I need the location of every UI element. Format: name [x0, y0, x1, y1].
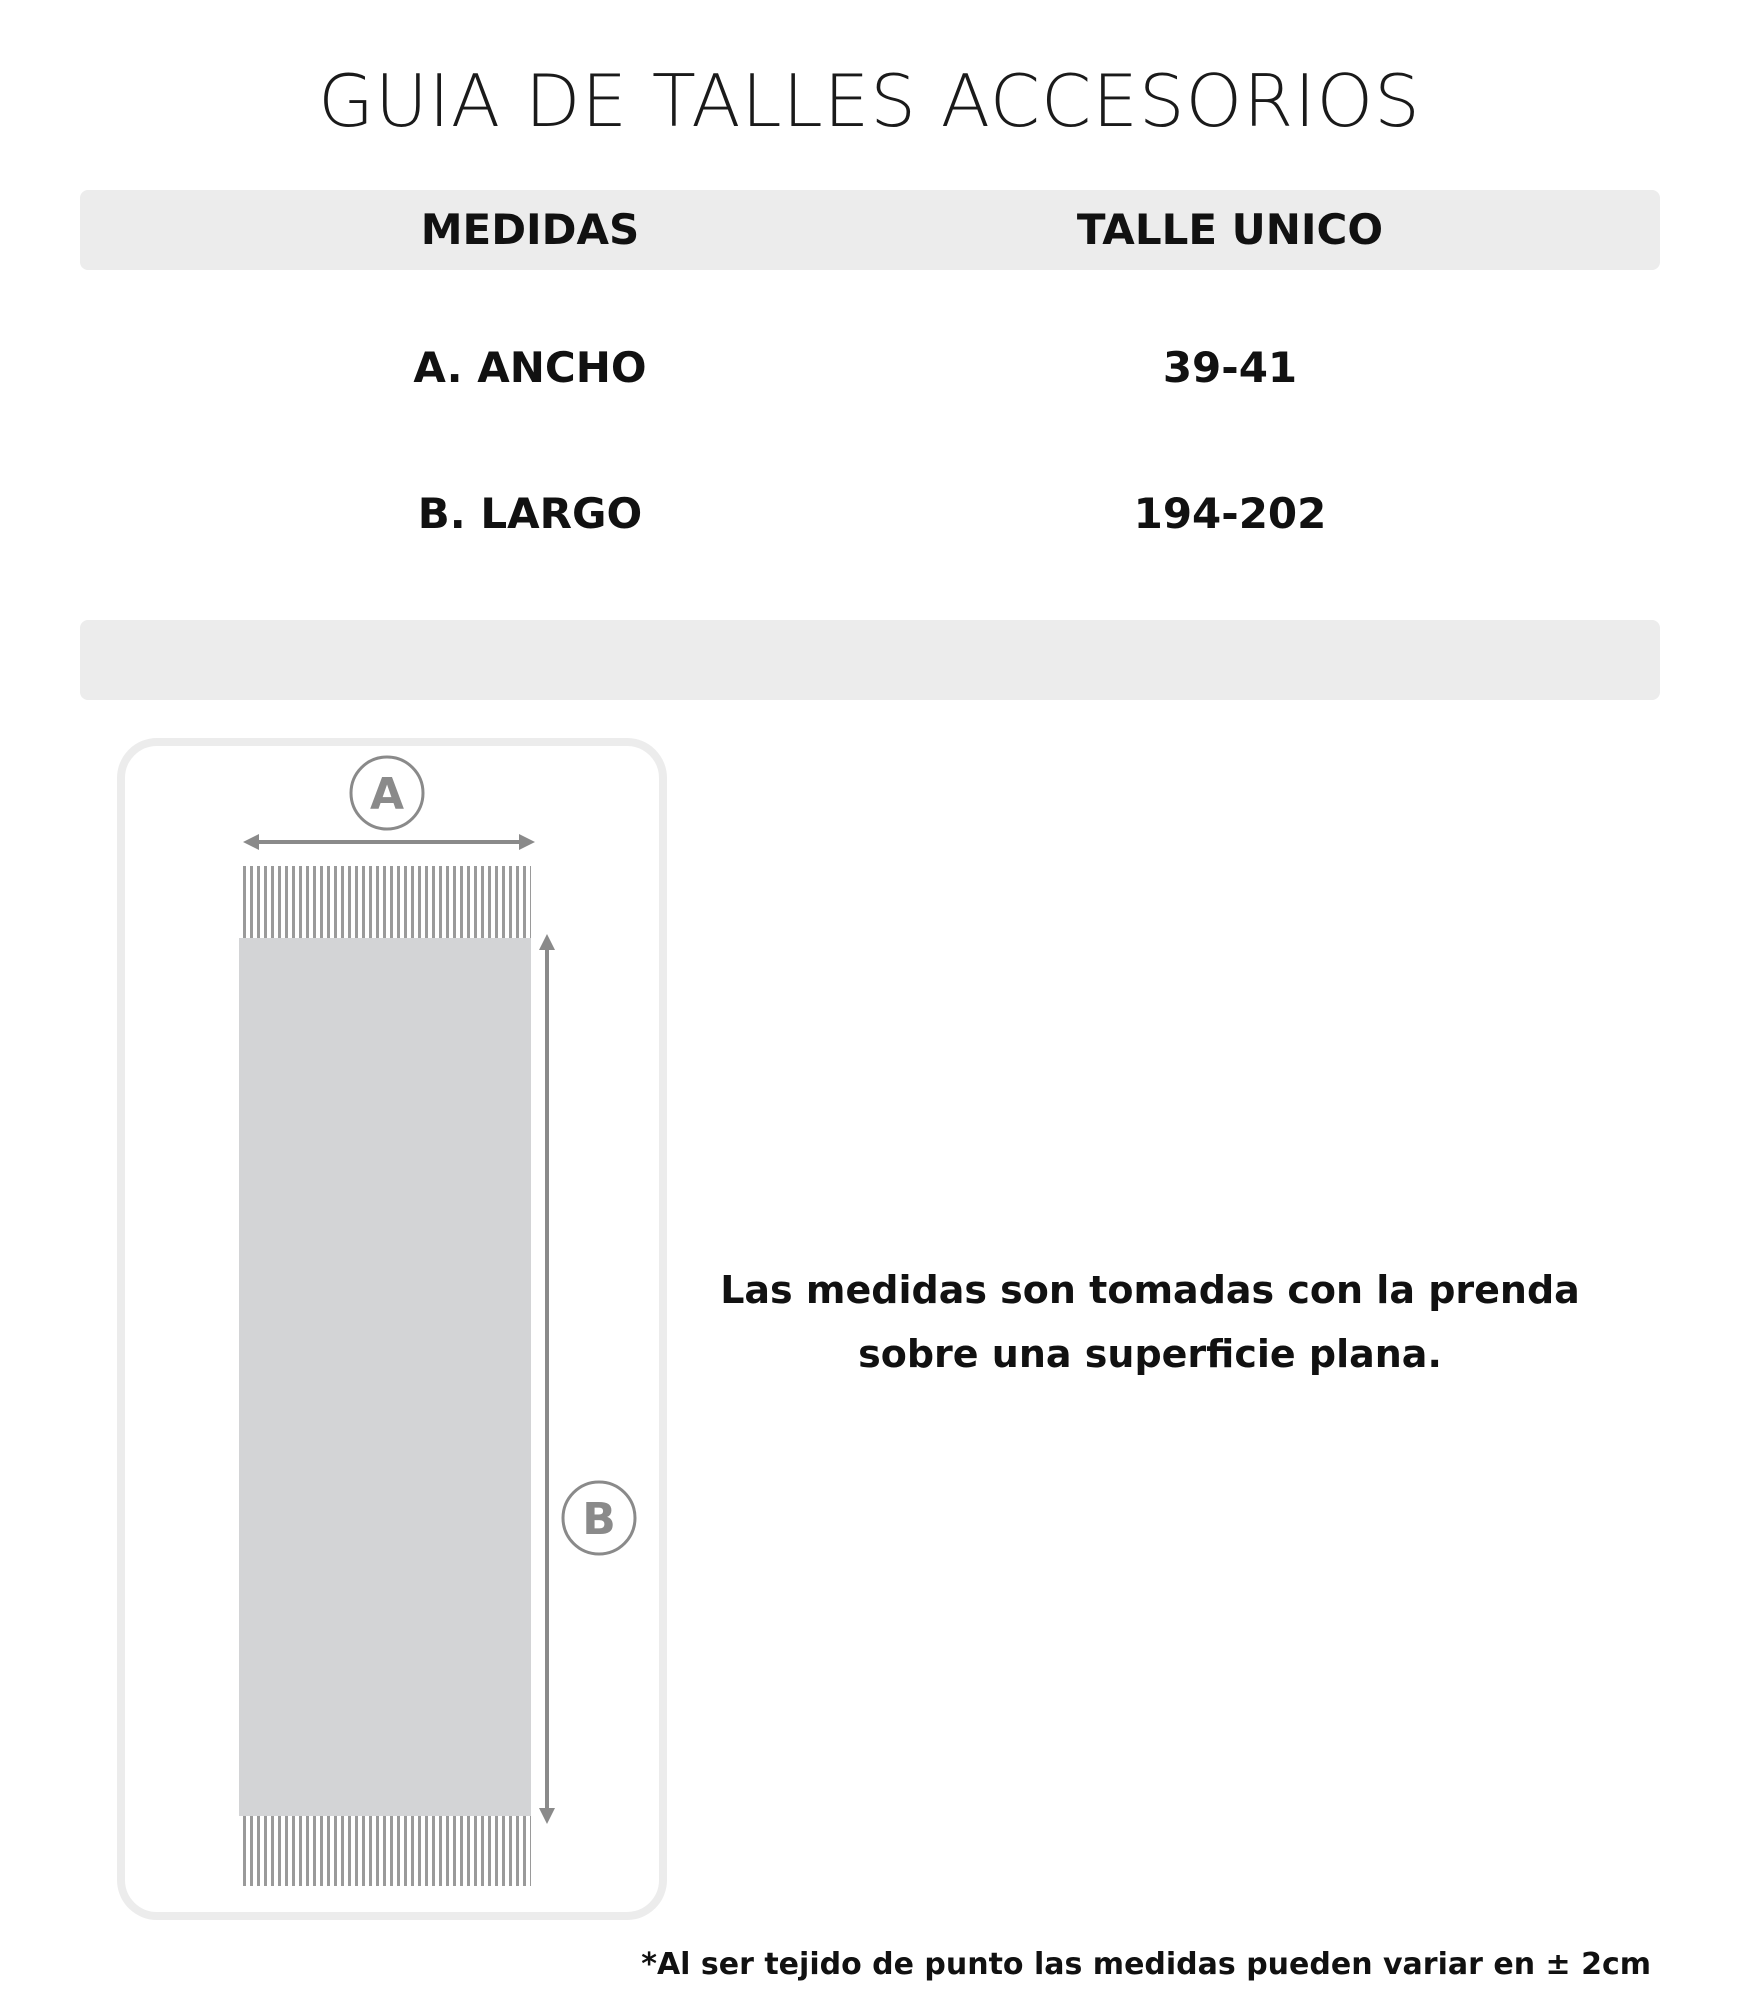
header-talle-unico: TALLE UNICO [1076, 205, 1384, 254]
width-arrow [243, 834, 535, 850]
label-a: A [369, 769, 405, 820]
label-b-badge [563, 1482, 635, 1554]
note-line-1: Las medidas son tomadas con la prenda [720, 1268, 1580, 1312]
header-medidas: MEDIDAS [420, 205, 640, 254]
row-label-largo: B. LARGO [417, 489, 643, 538]
note-line-2: sobre una superficie plana. [858, 1332, 1442, 1376]
scarf-body [239, 938, 531, 1816]
top-fringe [243, 866, 531, 938]
row-label-ancho: A. ANCHO [413, 343, 647, 392]
page-title: GUIA DE TALLES ACCESORIOS [318, 59, 1421, 143]
row-value-largo: 194-202 [1133, 489, 1327, 538]
length-arrow [539, 934, 555, 1824]
label-b: B [582, 1494, 616, 1545]
table-footer-bar [80, 620, 1660, 700]
scarf-diagram [117, 738, 667, 1920]
measurement-note [700, 1258, 1600, 1386]
label-a-badge [351, 757, 423, 829]
disclaimer-text: *Al ser tejido de punto las medidas pueden variar en ± 2cm [641, 1947, 1651, 1982]
bottom-fringe [243, 1816, 531, 1886]
row-value-ancho: 39-41 [1162, 343, 1298, 392]
